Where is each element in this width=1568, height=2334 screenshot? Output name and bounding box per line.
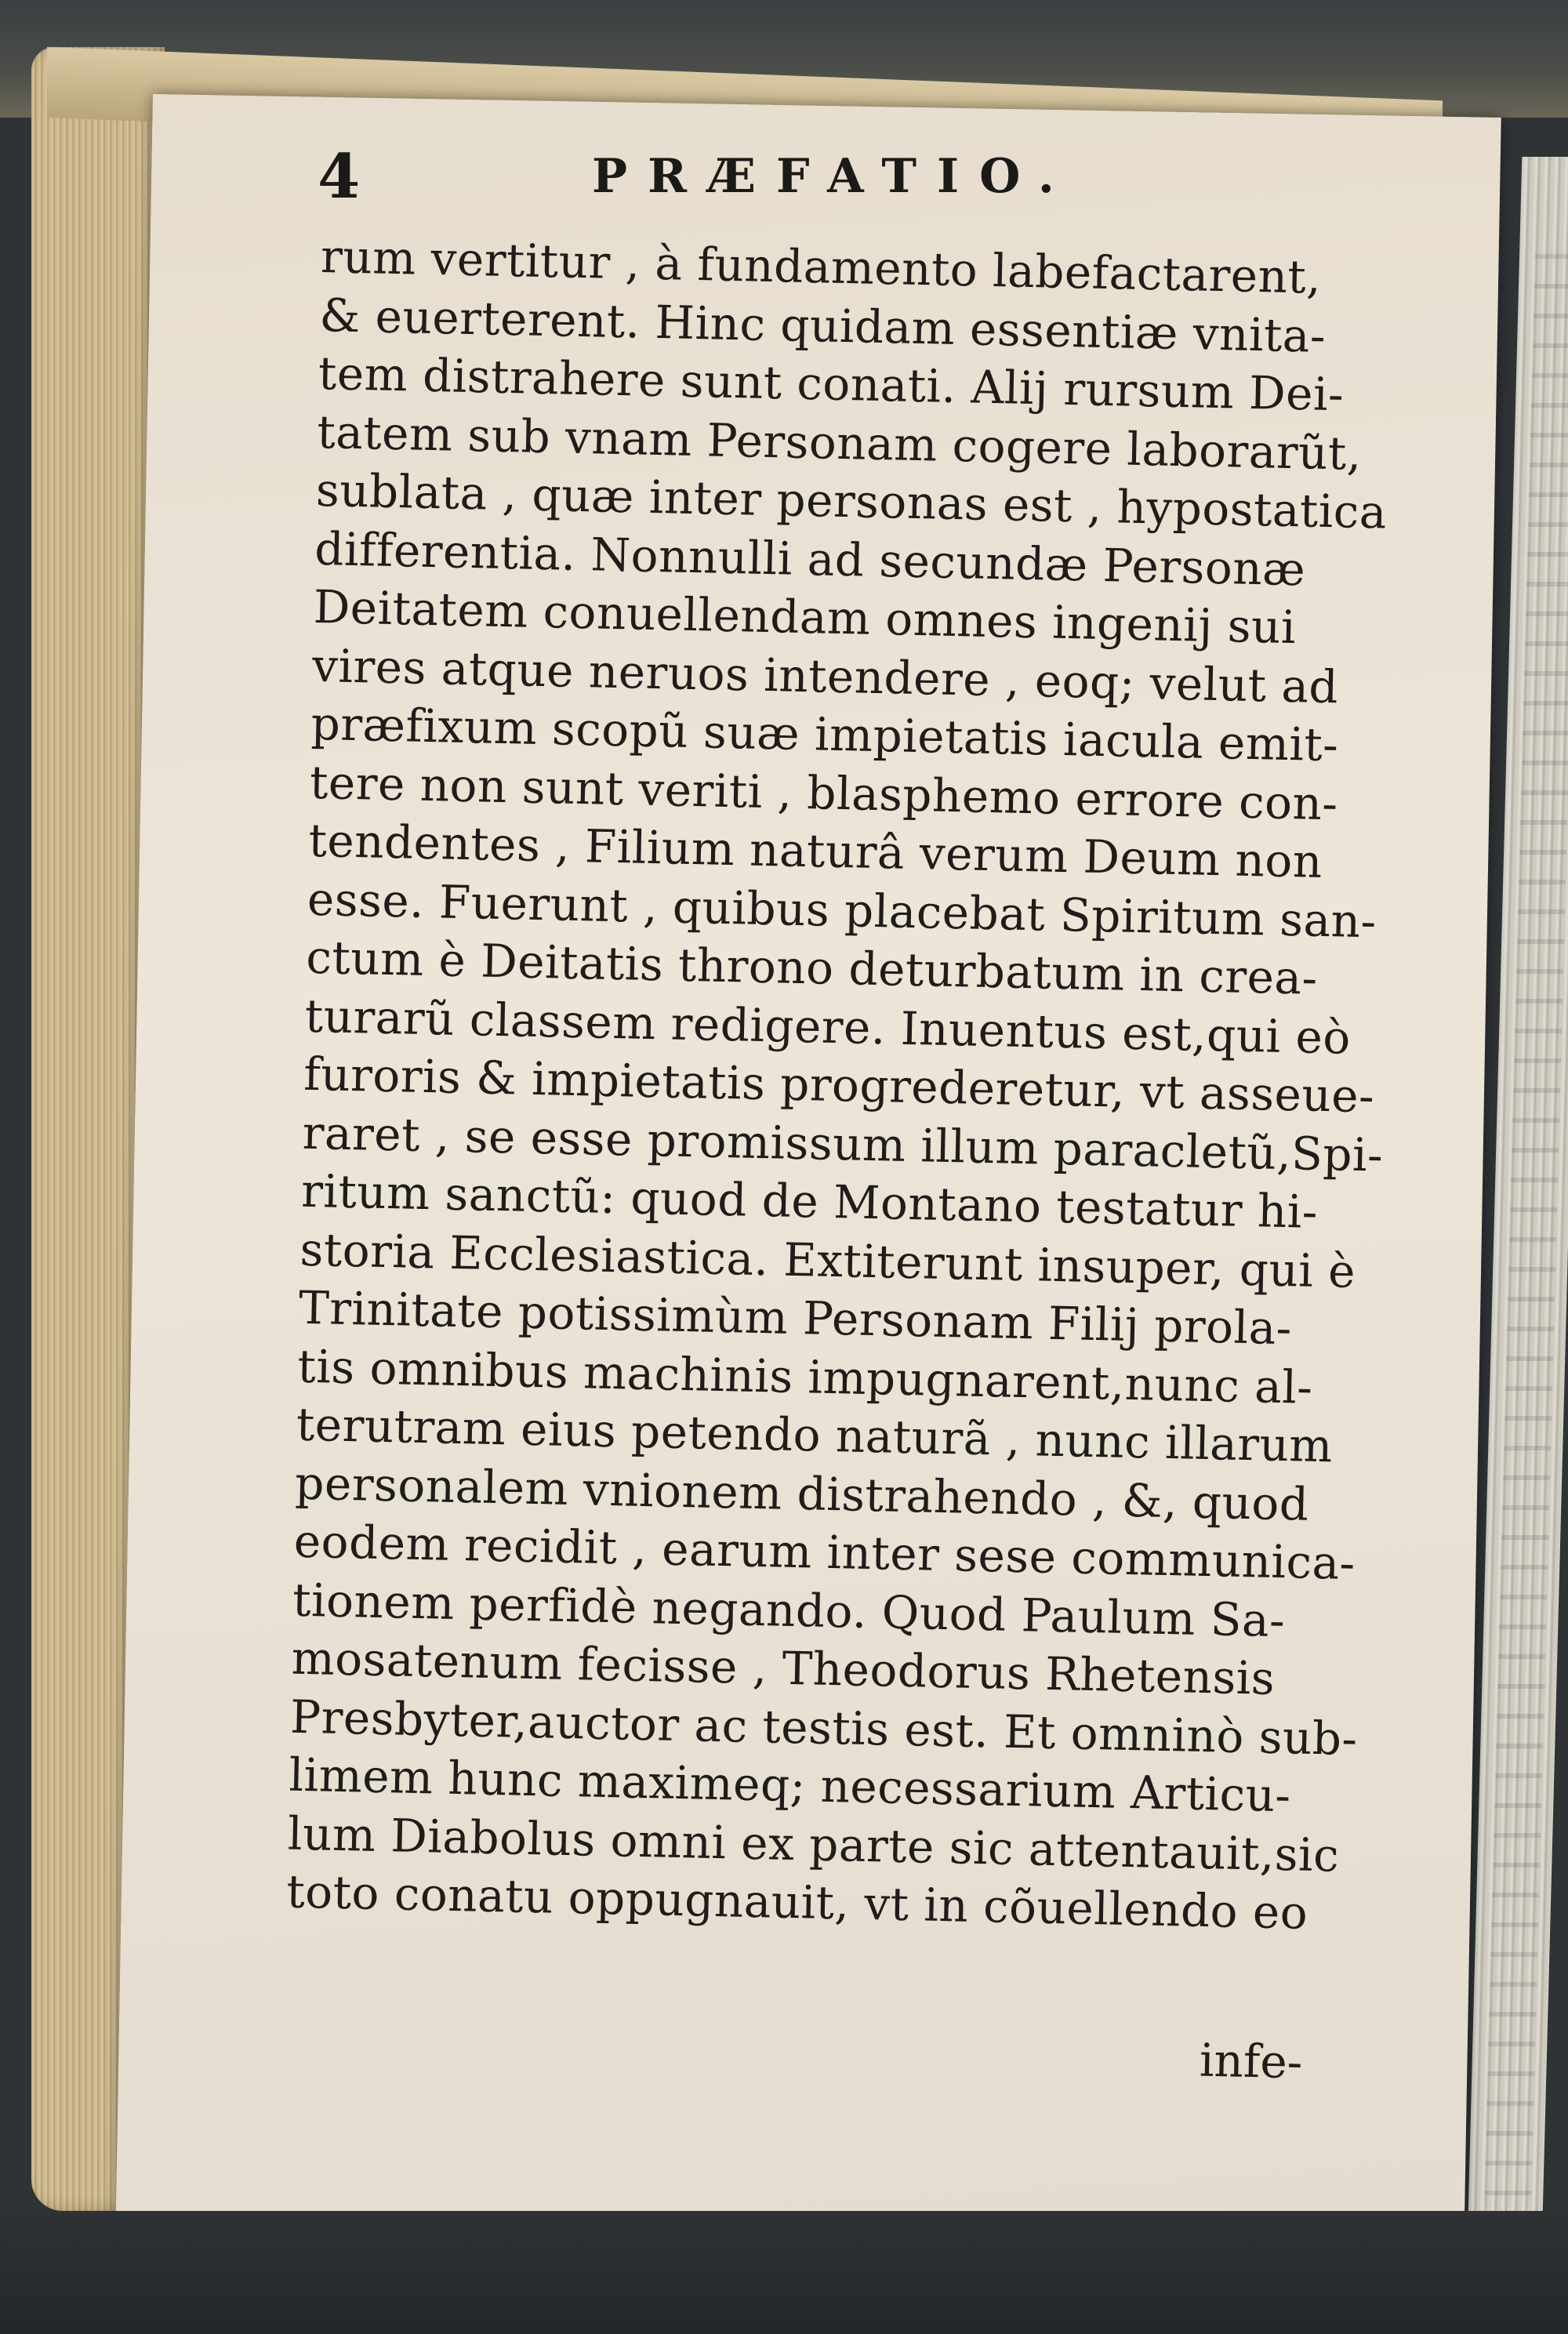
text-line: præfixum scopũ suæ impietatis iacula emit- <box>310 696 1340 772</box>
text-line: lum Diabolus omni ex parte sic attentauit,sic <box>287 1806 1340 1882</box>
page-number: 4 <box>318 141 361 212</box>
text-line: furoris & impietatis progrederetur, vt asseue- <box>303 1047 1375 1123</box>
text-line: & euerterent. Hinc quidam essentiæ vnita- <box>318 288 1327 363</box>
text-line: toto conatu oppugnauit, vt in cõuellendo eo <box>285 1864 1308 1940</box>
catchword: infe- <box>1199 2033 1303 2089</box>
running-title: PRÆFATIO. <box>592 149 1075 204</box>
text-line: raret , se esse promissum illum paracletũ,Spi- <box>302 1105 1384 1182</box>
text-line: tendentes , Filium naturâ verum Deum non <box>307 813 1323 888</box>
text-line: ritum sanctũ: quod de Montano testatur hi- <box>300 1163 1319 1239</box>
text-line: terutram eius petendo naturã , nunc illarum <box>296 1397 1334 1473</box>
text-line: sublata , quæ inter personas est , hypostatica <box>315 463 1388 539</box>
text-line: turarũ classem redigere. Inuentus est,qui eò <box>304 989 1352 1065</box>
text-line: Presbyter,auctor ac testis est. Et omninò sub- <box>289 1690 1359 1766</box>
text-line: differentia. Nonnulli ad secundæ Personæ <box>314 521 1306 596</box>
text-line: rum vertitur , à fundamento labefactarent, <box>320 229 1322 304</box>
text-line: eodem recidit , earum inter sese communica- <box>293 1514 1356 1590</box>
text-line: tere non sunt veriti , blasphemo errore con- <box>309 755 1339 830</box>
text-line: storia Ecclesiastica. Extiterunt insuper, qui è <box>299 1222 1356 1298</box>
text-line: personalem vnionem distrahendo , &, quod <box>294 1456 1310 1531</box>
text-line: mosatenum fecisse , Theodorus Rhetensis <box>291 1631 1276 1705</box>
text-line: tis omnibus machinis impugnarent,nunc al- <box>296 1339 1314 1414</box>
text-line: ctum è Deitatis throno deturbatum in crea- <box>305 930 1319 1005</box>
text-line: vires atque neruos intendere , eoq; velut ad <box>311 638 1339 713</box>
text-line: Deitatem conuellendam omnes ingenij sui <box>313 579 1297 655</box>
page-header <box>318 141 1258 227</box>
body-text <box>286 227 1435 1944</box>
facing-page-bleed <box>1484 235 1568 2195</box>
text-line: tatem sub vnam Personam cogere laborarũt, <box>316 405 1363 481</box>
background-bottom <box>0 2211 1568 2334</box>
text-line: Trinitate potissimùm Personam Filij prola- <box>298 1280 1293 1356</box>
text-line: tionem perfidè negando. Quod Paulum Sa- <box>292 1573 1286 1647</box>
text-line: esse. Fuerunt , quibus placebat Spiritum san- <box>307 872 1377 948</box>
text-line: limem hunc maximeq; necessarium Articu- <box>288 1748 1292 1823</box>
text-line: tem distrahere sunt conati. Alij rursum Dei- <box>318 346 1345 422</box>
